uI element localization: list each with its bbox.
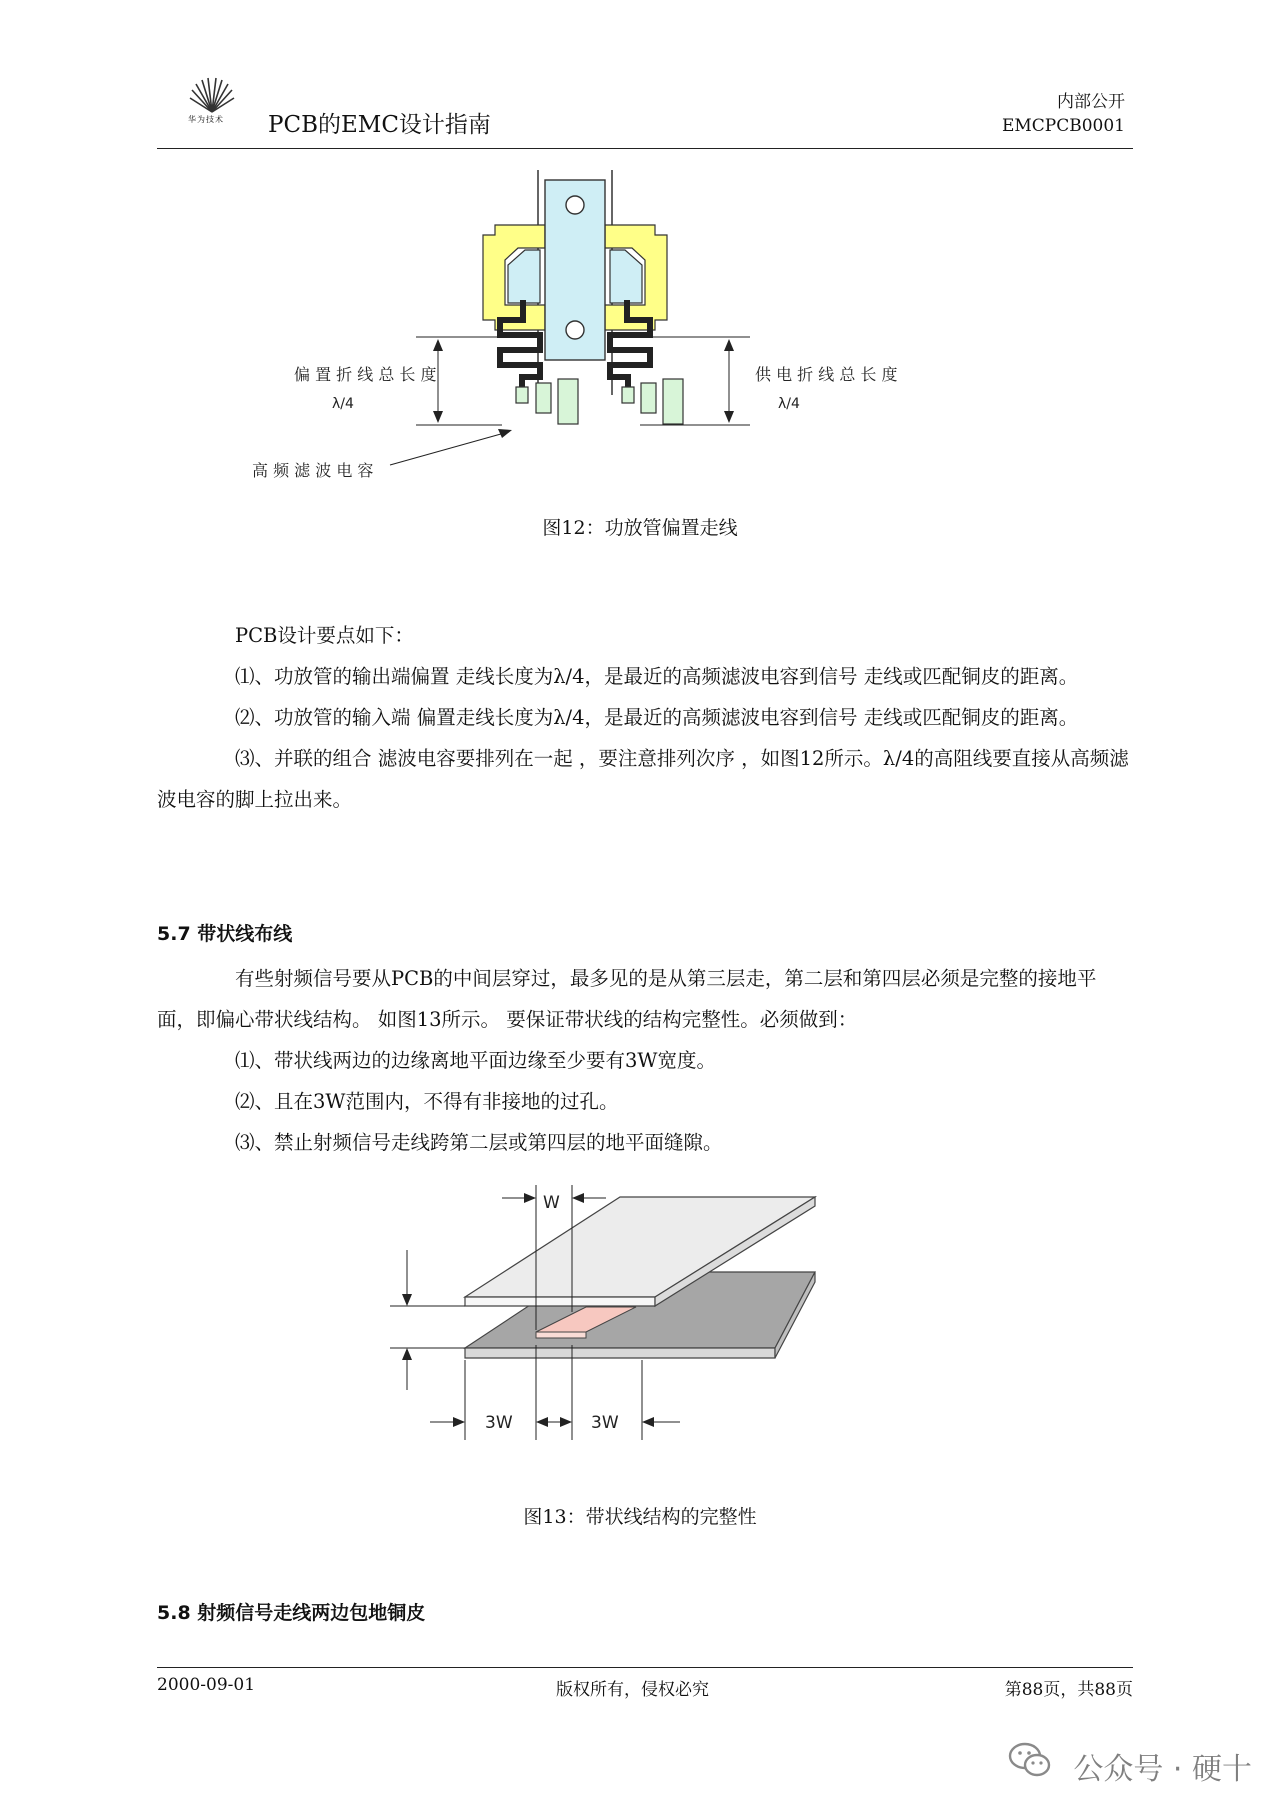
stripline-rule-3: ⑶、禁止射频信号走线跨第二层或第四层的地平面缝隙。 [235,1131,723,1154]
clearance-right-label: 3W [591,1413,619,1433]
footer-page-number: 第88页，共88页 [1004,1680,1133,1700]
watermark-text: 公众号 · 硬十 [1073,1752,1252,1787]
mounting-hole-bottom [566,321,584,339]
design-point-1: ⑴、功放管的输出端偏置 走线长度为λ/4，是最近的高频滤波电容到信号 走线或匹配铜皮的距离。 [235,665,1079,688]
mounting-hole-top [566,196,584,214]
header-rule [157,148,1133,149]
bias-meander-value: λ/4 [332,396,354,412]
footer-rule [157,1667,1133,1668]
left-capacitor-large [558,379,578,424]
left-capacitor-medium [536,383,551,413]
right-capacitor-medium [641,383,656,413]
section-5-7-paragraph: 有些射频信号要从PCB的中间层穿过，最多见的是从第三层走，第二层和第四层必须是完整的接地平面，即偏心带状线结构。 如图13所示。 要保证带状线的结构完整性。必须做到： [157,967,1097,1031]
section-5-7-body [157,958,1133,1163]
document-title: PCB的EMC设计指南 [268,112,491,138]
design-point-2: ⑵、功放管的输入端 偏置走线长度为λ/4，是最近的高频滤波电容到信号 走线或匹配铜皮的距离。 [235,706,1079,729]
figure-13-diagram [390,1180,850,1460]
section-5-7-heading: 5.7 带状线布线 [157,923,293,945]
footer-copyright: 版权所有，侵权必究 [556,1680,709,1700]
right-capacitor-small [622,387,634,403]
stripline-rule-1: ⑴、带状线两边的边缘离地平面边缘至少要有3W宽度。 [235,1049,716,1072]
figure-12-diagram [240,165,1020,495]
right-capacitor-large [663,379,683,424]
hf-capacitor-label: 高 频 滤 波 电 容 [252,461,374,480]
supply-meander-value: λ/4 [778,396,800,412]
header-meta [1002,90,1125,138]
design-point-3: ⑶、并联的组合 滤波电容要排列在一起 ，要注意排列次序 ，如图12所示。λ/4的高阻线要直接从高频滤波电容的脚上拉出来。 [157,747,1129,811]
classification: 内部公开 [1057,92,1125,112]
footer-date: 2000-09-01 [157,1675,256,1695]
document-id: EMCPCB0001 [1001,116,1125,136]
figure-12-caption: 图12：功放管偏置走线 [542,517,738,539]
supply-meander-label: 供 电 折 线 总 长 度 [755,365,898,384]
logo-caption: 华为技术 [188,115,224,124]
stripline-rule-2: ⑵、且在3W范围内，不得有非接地的过孔。 [235,1090,619,1113]
section-5-8-heading: 5.8 射频信号走线两边包地铜皮 [157,1602,426,1624]
left-capacitor-small [516,387,528,403]
bias-meander-label: 偏 置 折 线 总 长 度 [294,365,437,384]
width-label: W [543,1193,560,1213]
clearance-left-label: 3W [485,1413,513,1433]
wechat-icon [1008,1740,1052,1780]
design-points-intro: PCB设计要点如下： [235,624,414,647]
design-points [157,615,1133,820]
figure-13-caption: 图13：带状线结构的完整性 [523,1506,757,1528]
